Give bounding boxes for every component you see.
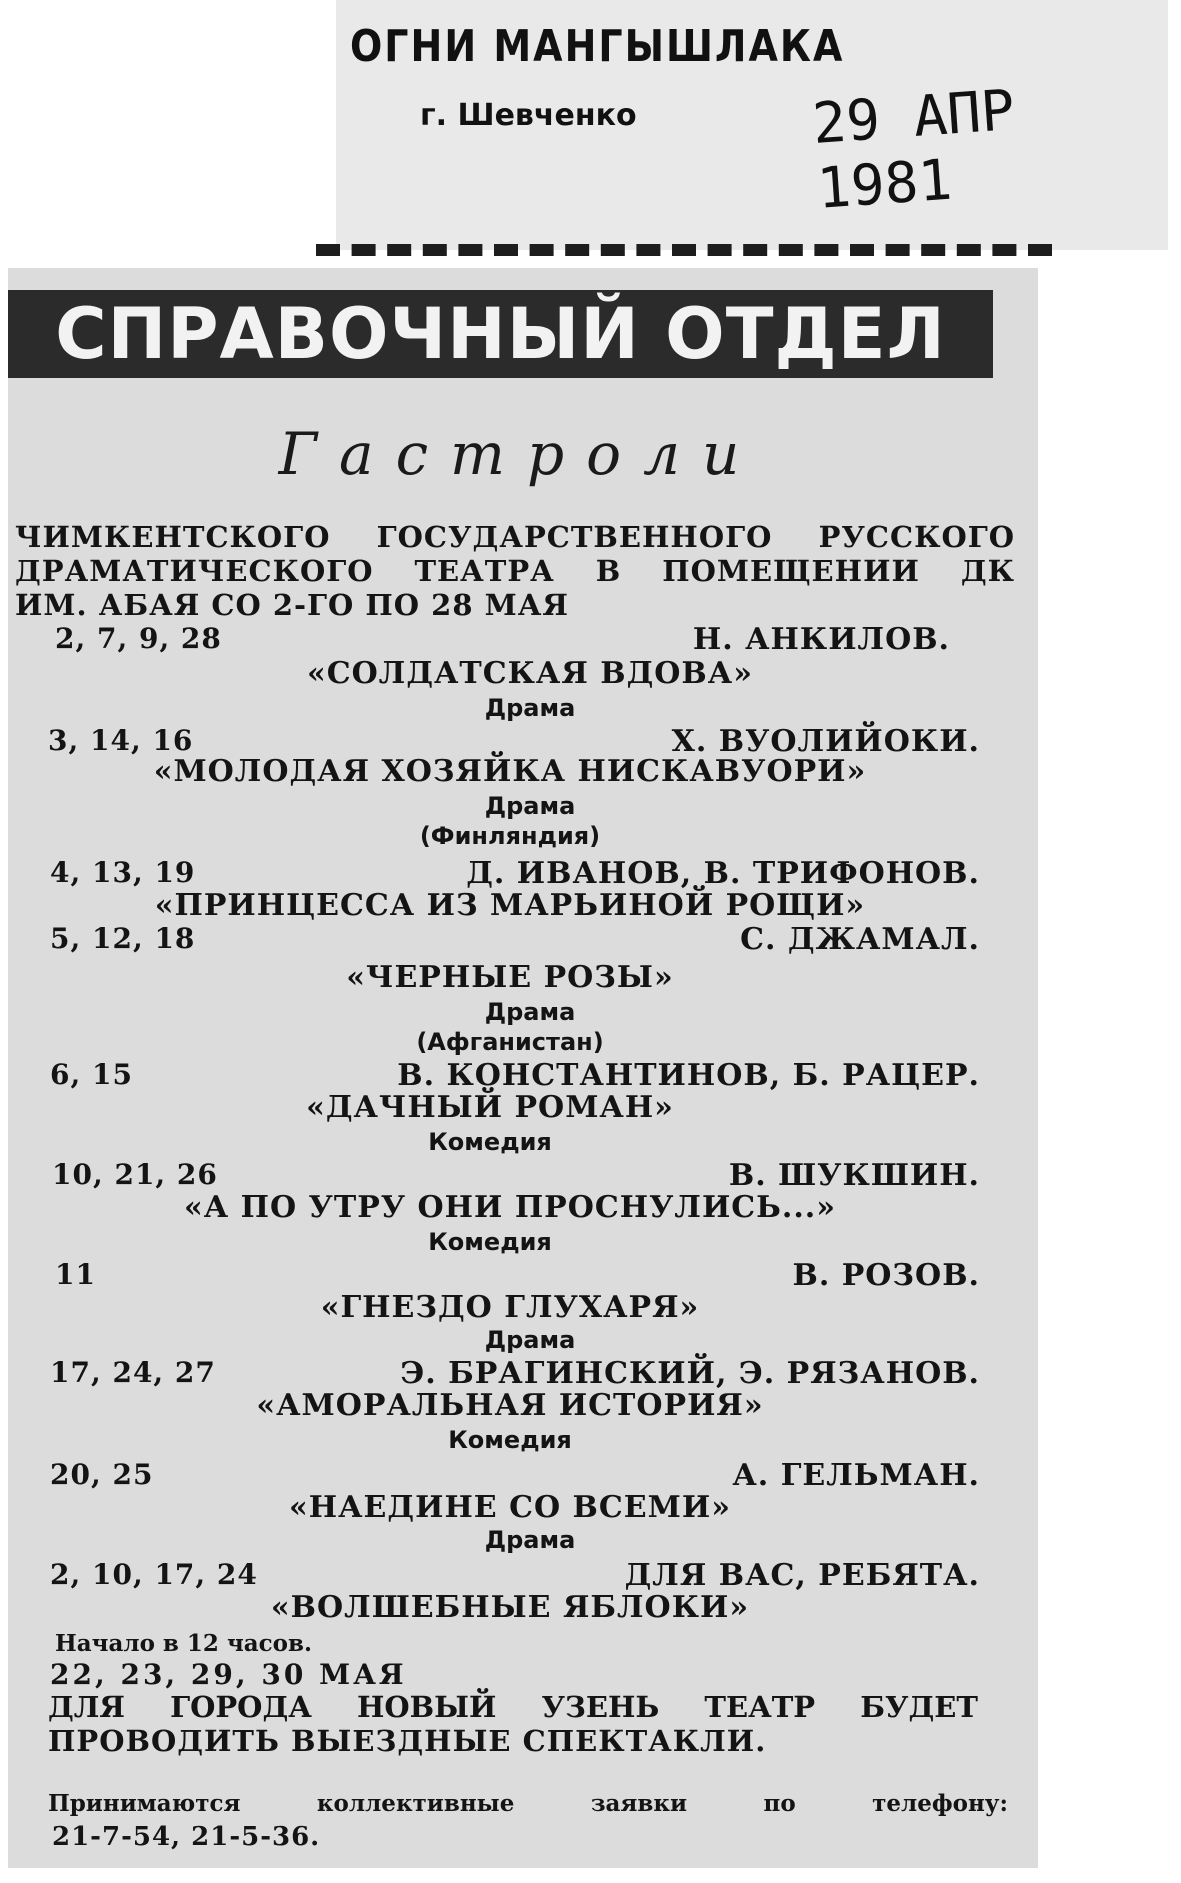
tour-line: ПРОВОДИТЬ ВЫЕЗДНЫЕ СПЕКТАКЛИ. [48, 1724, 767, 1758]
entry-genre: Комедия [428, 1228, 552, 1256]
entry-title: «ЧЕРНЫЕ РОЗЫ» [346, 960, 674, 995]
newspaper-stamp: ОГНИ МАНГЫШЛАКА [350, 20, 845, 72]
entry-dates: 4, 13, 19 [50, 856, 196, 889]
entry-author: В. РОЗОВ. [792, 1258, 980, 1293]
entry-dates: 6, 15 [50, 1058, 133, 1091]
entry-title: «А ПО УТРУ ОНИ ПРОСНУЛИСЬ...» [184, 1190, 836, 1225]
entry-author: Э. БРАГИНСКИЙ, Э. РЯЗАНОВ. [400, 1356, 980, 1391]
entry-title: «АМОРАЛЬНАЯ ИСТОРИЯ» [256, 1388, 764, 1423]
entry-title: «ДАЧНЫЙ РОМАН» [306, 1090, 674, 1125]
entry-author: Х. ВУОЛИЙОКИ. [671, 724, 980, 759]
phone-numbers: 21-7-54, 21-5-36. [52, 1822, 321, 1852]
entry-genre: Комедия [428, 1128, 552, 1156]
entry-title: «СОЛДАТСКАЯ ВДОВА» [307, 656, 753, 691]
entry-dates: 5, 12, 18 [50, 922, 196, 955]
tour-line: ДЛЯ ГОРОДА НОВЫЙ УЗЕНЬ ТЕАТР БУДЕТ [48, 1690, 978, 1724]
entry-dates: 3, 14, 16 [48, 724, 194, 757]
entry-genre: Драма [484, 1526, 576, 1554]
entry-author: Н. АНКИЛОВ. [692, 622, 950, 657]
intro-line: ДРАМАТИЧЕСКОГО ТЕАТРА В ПОМЕЩЕНИИ ДК [15, 554, 1015, 588]
entry-note: (Финляндия) [419, 822, 601, 850]
entry-note: (Афганистан) [416, 1028, 604, 1056]
entry-dates: 10, 21, 26 [52, 1158, 218, 1191]
entry-genre: Драма [484, 792, 576, 820]
entry-dates: 2, 7, 9, 28 [55, 622, 222, 655]
section-title: СПРАВОЧНЫЙ ОТДЕЛ [55, 293, 946, 375]
orders-note: Принимаются коллективные заявки по телефону: [48, 1790, 1008, 1817]
entry-dates: 20, 25 [50, 1458, 154, 1491]
entry-title: «МОЛОДАЯ ХОЗЯЙКА НИСКАВУОРИ» [153, 754, 867, 789]
entry-genre: Драма [484, 1326, 576, 1354]
entry-dates: 17, 24, 27 [50, 1356, 216, 1389]
entry-title: «ПРИНЦЕССА ИЗ МАРЬИНОЙ РОЩИ» [154, 888, 866, 923]
entry-title: «ВОЛШЕБНЫЕ ЯБЛОКИ» [270, 1590, 750, 1625]
entry-author: ДЛЯ ВАС, РЕБЯТА. [624, 1558, 980, 1593]
entry-genre: Комедия [448, 1426, 572, 1454]
entry-author: С. ДЖАМАЛ. [740, 922, 980, 957]
start-time: Начало в 12 часов. [55, 1630, 313, 1657]
intro-line: ИМ. АБАЯ СО 2-ГО ПО 28 МАЯ [15, 588, 569, 622]
city-stamp: г. Шевченко [420, 98, 637, 133]
entry-title: «ГНЕЗДО ГЛУХАРЯ» [320, 1290, 700, 1325]
tour-dates: 22, 23, 29, 30 МАЯ [50, 1658, 407, 1691]
entry-genre: Драма [484, 998, 576, 1026]
entry-dates: 2, 10, 17, 24 [50, 1558, 258, 1591]
entry-author: Д. ИВАНОВ, В. ТРИФОНОВ. [466, 856, 980, 891]
entry-author: В. КОНСТАНТИНОВ, Б. РАЦЕР. [397, 1058, 980, 1093]
entry-author: А. ГЕЛЬМАН. [732, 1458, 980, 1493]
entry-author: В. ШУКШИН. [728, 1158, 980, 1193]
intro-line: ЧИМКЕНТСКОГО ГОСУДАРСТВЕННОГО РУССКОГО [15, 520, 1015, 554]
date-stamp: 29 АПР 1981 [810, 78, 1017, 222]
article-title: Гастроли [278, 420, 762, 488]
entry-dates: 11 [55, 1258, 96, 1291]
entry-title: «НАЕДИНЕ СО ВСЕМИ» [289, 1490, 731, 1525]
entry-genre: Драма [484, 694, 576, 722]
